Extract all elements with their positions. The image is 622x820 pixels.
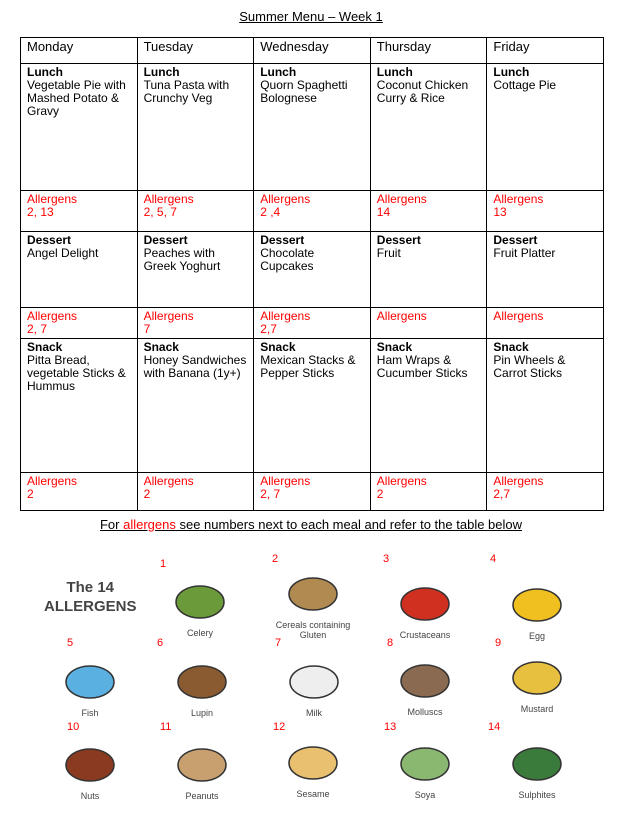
allergen-label: Crustaceans	[399, 630, 451, 640]
dessert-label: Dessert	[260, 233, 305, 247]
snack-item: Pin Wheels & Carrot Sticks	[493, 353, 566, 380]
menu-cell	[370, 38, 487, 64]
sesame-icon	[278, 739, 348, 784]
day-header: Tuesday	[143, 39, 193, 54]
menu-cell	[21, 232, 138, 308]
day-header: Thursday	[376, 39, 431, 54]
snack-item: Pitta Bread, vegetable Sticks & Hummus	[27, 353, 126, 393]
allergen-number: 12	[273, 721, 286, 733]
allergens-label: Allergens	[376, 309, 427, 323]
menu-cell	[370, 191, 487, 232]
menu-cell	[21, 64, 138, 191]
dessert-label: Dessert	[27, 233, 72, 247]
day-header: Monday	[27, 39, 74, 54]
snack-label: Snack	[376, 340, 413, 354]
menu-cell	[137, 339, 254, 473]
lunch-label: Lunch	[27, 65, 63, 79]
day-header: Wednesday	[260, 39, 329, 54]
menu-cell	[487, 473, 604, 511]
mustard-icon	[502, 654, 572, 699]
allergen-label: Peanuts	[185, 791, 219, 801]
menu-cell	[370, 308, 487, 339]
al3-row	[21, 473, 604, 511]
allergen-number: 3	[383, 553, 390, 565]
allergen-label: Nuts	[80, 791, 100, 801]
menu-cell	[487, 38, 604, 64]
soya-icon	[390, 740, 460, 785]
dessert-row	[21, 232, 604, 308]
snack-label: Snack	[143, 340, 179, 354]
allergen-label: Sesame	[296, 789, 330, 799]
lunch-item: Vegetable Pie with Mashed Potato & Gravy	[27, 78, 126, 118]
snack-item: Mexican Stacks & Pepper Sticks	[260, 353, 356, 380]
allergens-label: Allergens	[143, 309, 194, 323]
allergen-numbers: 2	[27, 487, 34, 501]
day-header: Friday	[493, 39, 530, 54]
allergens-label: Allergens	[143, 192, 194, 206]
menu-cell	[254, 308, 371, 339]
allergen-number: 10	[67, 721, 80, 733]
menu-cell	[370, 473, 487, 511]
heading-line1: The 14	[66, 579, 115, 596]
menu-cell	[370, 64, 487, 191]
menu-cell	[137, 38, 254, 64]
note-highlight: allergens	[123, 517, 176, 532]
fish-icon	[55, 658, 125, 703]
allergen-numbers: 2	[143, 487, 151, 501]
allergen-number: 2	[272, 553, 279, 565]
menu-cell	[254, 191, 371, 232]
dessert-item: Angel Delight	[27, 246, 99, 260]
menu-cell	[254, 38, 371, 64]
allergens-label: Allergens	[376, 192, 427, 206]
allergens-label: Allergens	[27, 192, 78, 206]
allergens-label: Allergens	[260, 474, 311, 488]
al2-row	[21, 308, 604, 339]
menu-cell	[487, 191, 604, 232]
menu-cell	[254, 64, 371, 191]
menu-cell	[21, 38, 138, 64]
allergens-label: Allergens	[260, 192, 311, 206]
allergen-label: Cereals containing Gluten	[275, 620, 351, 640]
nuts-icon	[55, 741, 125, 786]
allergen-label: Soya	[414, 790, 436, 800]
milk-icon	[279, 658, 349, 703]
lunch-item: Tuna Pasta with Crunchy Veg	[143, 78, 230, 105]
lunch-label: Lunch	[143, 65, 180, 79]
allergen-label: Egg	[528, 631, 545, 641]
menu-cell	[137, 191, 254, 232]
snack-label: Snack	[27, 340, 63, 354]
menu-cell	[137, 232, 254, 308]
allergen-numbers: 2, 13	[27, 205, 54, 219]
allergens-label: Allergens	[143, 474, 194, 488]
allergens-label: Allergens	[493, 192, 544, 206]
snack-row	[21, 339, 604, 473]
hdr-row	[21, 38, 604, 64]
allergen-numbers: 7	[143, 322, 151, 336]
allergen-numbers: 13	[493, 205, 507, 219]
allergen-label: Celery	[186, 628, 213, 638]
celery-icon	[165, 578, 235, 623]
allergen-label: Milk	[306, 708, 322, 718]
allergen-label: Mustard	[520, 704, 554, 714]
dessert-item: Fruit	[376, 246, 401, 260]
lunch-label: Lunch	[493, 65, 530, 79]
allergens-label: Allergens	[260, 309, 311, 323]
heading-line2: ALLERGENS	[44, 598, 137, 615]
lunch-item: Cottage Pie	[493, 78, 557, 92]
allergen-number: 8	[387, 637, 394, 649]
dessert-label: Dessert	[376, 233, 421, 247]
allergens-label: Allergens	[27, 309, 78, 323]
snack-label: Snack	[260, 340, 296, 354]
snack-label: Snack	[493, 340, 529, 354]
menu-table	[20, 37, 604, 511]
menu-cell	[21, 191, 138, 232]
snack-item: Ham Wraps & Cucumber Sticks	[376, 353, 468, 380]
allergen-number: 5	[67, 637, 74, 649]
lunch-label: Lunch	[260, 65, 297, 79]
dessert-label: Dessert	[493, 233, 538, 247]
page-title: Summer Menu – Week 1	[239, 9, 383, 24]
menu-cell	[254, 339, 371, 473]
allergen-numbers: 2,7	[260, 322, 277, 336]
al1-row	[21, 191, 604, 232]
allergen-numbers: 2, 5, 7	[143, 205, 177, 219]
peanuts-icon	[167, 741, 237, 786]
menu-cell	[370, 339, 487, 473]
molluscs-icon	[390, 657, 460, 702]
allergens-label: Allergens	[493, 309, 544, 323]
allergens-heading	[44, 578, 137, 616]
crustaceans-icon	[390, 580, 460, 625]
allergen-number: 6	[157, 637, 164, 649]
allergen-number: 14	[488, 721, 501, 733]
allergen-number: 4	[490, 553, 497, 565]
allergens-label: Allergens	[27, 474, 78, 488]
sulphites-icon	[502, 740, 572, 785]
menu-cell	[254, 232, 371, 308]
menu-cell	[21, 473, 138, 511]
menu-cell	[487, 308, 604, 339]
menu-cell	[21, 339, 138, 473]
dessert-label: Dessert	[143, 233, 188, 247]
menu-cell	[370, 232, 487, 308]
allergen-numbers: 2	[376, 487, 384, 501]
allergen-number: 7	[275, 637, 282, 649]
allergens-label: Allergens	[493, 474, 544, 488]
cereals-icon	[278, 570, 348, 615]
dessert-item: Fruit Platter	[493, 246, 556, 260]
dessert-item: Peaches with Greek Yoghurt	[143, 246, 221, 273]
menu-cell	[21, 308, 138, 339]
note-text-end: see numbers next to each meal and refer to the table below	[175, 517, 523, 532]
allergen-label: Fish	[81, 708, 99, 718]
allergen-label: Sulphites	[518, 790, 556, 800]
egg-icon	[502, 581, 572, 626]
lunch-item: Coconut Chicken Curry & Rice	[376, 78, 469, 105]
allergen-number: 11	[160, 721, 172, 733]
lunch-item: Quorn Spaghetti Bolognese	[260, 78, 348, 105]
dessert-item: Chocolate Cupcakes	[260, 246, 315, 273]
menu-cell	[137, 473, 254, 511]
allergen-note	[0, 517, 622, 532]
snack-item: Honey Sandwiches with Banana (1y+)	[143, 353, 247, 380]
allergen-number: 13	[384, 721, 397, 733]
allergen-label: Lupin	[190, 708, 214, 718]
allergens-label: Allergens	[376, 474, 427, 488]
menu-cell	[137, 64, 254, 191]
menu-cell	[137, 308, 254, 339]
lupin-icon	[167, 658, 237, 703]
lunch-row	[21, 64, 604, 191]
allergen-numbers: 2, 7	[260, 487, 281, 501]
allergen-label: Molluscs	[407, 707, 443, 717]
menu-cell	[487, 232, 604, 308]
allergen-number: 9	[495, 637, 502, 649]
allergen-numbers: 2 ,4	[260, 205, 281, 219]
allergen-numbers: 2,7	[493, 487, 511, 501]
allergen-numbers: 14	[376, 205, 391, 219]
allergen-number: 1	[160, 558, 167, 570]
lunch-label: Lunch	[376, 65, 413, 79]
allergen-numbers: 2, 7	[27, 322, 48, 336]
menu-cell	[254, 473, 371, 511]
menu-cell	[487, 339, 604, 473]
menu-cell	[487, 64, 604, 191]
note-text: For	[99, 517, 124, 532]
